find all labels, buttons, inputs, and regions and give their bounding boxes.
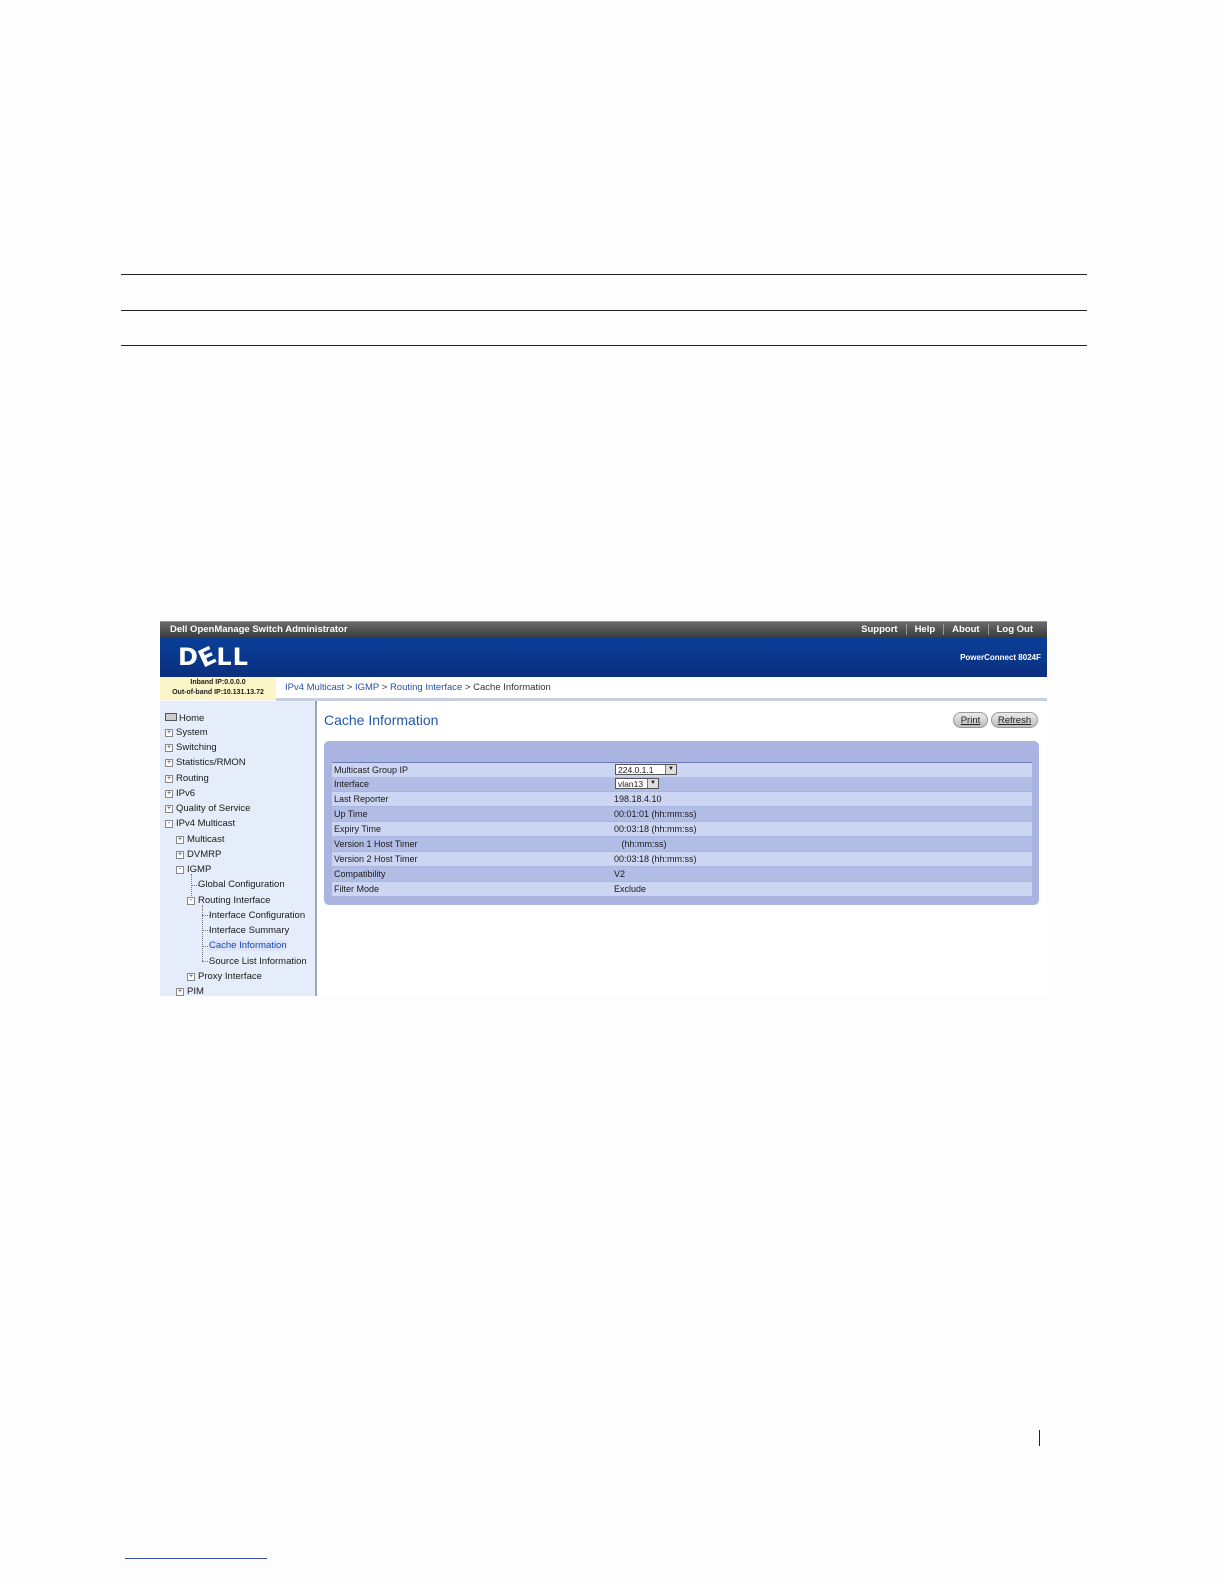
nav-label: IPv4 Multicast: [176, 818, 236, 829]
page-number-divider: [1039, 1430, 1040, 1446]
support-link[interactable]: Support: [861, 624, 898, 635]
page-rule-top: [121, 274, 1087, 275]
table-row-filter-mode: [332, 882, 1032, 896]
breadcrumb-separator: >: [464, 682, 471, 693]
nav-label: Multicast: [187, 834, 225, 845]
breadcrumb-routing-interface[interactable]: Routing Interface: [389, 682, 463, 693]
row-value: (hh:mm:ss): [614, 839, 667, 849]
row-value: 198.18.4.10: [614, 794, 662, 804]
row-label: Last Reporter: [334, 794, 389, 804]
nav-label: Routing: [176, 773, 209, 784]
logout-link[interactable]: Log Out: [988, 624, 1041, 635]
collapse-icon[interactable]: -: [187, 897, 195, 905]
nav-item-routing[interactable]: [165, 773, 209, 784]
expand-icon[interactable]: +: [177, 836, 183, 843]
row-value: Exclude: [614, 884, 647, 894]
home-icon: [165, 713, 177, 721]
dell-logo: DELL: [178, 640, 249, 674]
table-row-expiry-time: [332, 822, 1032, 836]
table-row-up-time: [332, 807, 1032, 821]
app-title: Dell OpenManage Switch Administrator: [170, 624, 348, 635]
footer-link-underline: [125, 1558, 267, 1559]
screenshot-window: [160, 621, 1047, 996]
title-bar: [160, 622, 1047, 637]
nav-label: DVMRP: [187, 849, 222, 860]
nav-item-cache-information[interactable]: Cache Information: [209, 940, 287, 951]
table-row-multicast-group-ip: [332, 762, 1032, 777]
nav-item-source-list-information[interactable]: Source List Information: [209, 956, 307, 967]
nav-item-ipv4-multicast[interactable]: [165, 818, 235, 829]
product-name: PowerConnect 8024F: [960, 653, 1041, 662]
expand-icon[interactable]: +: [166, 805, 172, 812]
nav-label: Statistics/RMON: [176, 757, 246, 768]
table-row-interface: [332, 777, 1032, 791]
page-title: Cache Information: [324, 712, 439, 728]
help-link[interactable]: Help: [906, 624, 944, 635]
breadcrumb-current: Cache Information: [473, 682, 551, 693]
dropdown-arrow-icon: ▼: [647, 779, 658, 788]
page-rule-middle: [121, 310, 1087, 311]
row-label: Version 1 Host Timer: [334, 839, 418, 849]
cache-info-panel: [324, 741, 1039, 905]
breadcrumb-separator: >: [381, 682, 388, 693]
breadcrumb-separator: >: [346, 682, 353, 693]
row-value: 00:03:18 (hh:mm:ss): [614, 854, 697, 864]
nav-item-pim[interactable]: [176, 986, 204, 996]
nav-item-home[interactable]: [165, 713, 204, 724]
breadcrumb-igmp[interactable]: IGMP: [354, 682, 380, 693]
expand-icon[interactable]: +: [188, 973, 194, 980]
nav-label: Switching: [176, 742, 217, 753]
nav-label: Home: [179, 713, 205, 724]
row-label: Compatibility: [334, 869, 386, 879]
nav-label: IGMP: [187, 864, 212, 875]
collapse-icon[interactable]: -: [165, 820, 173, 828]
page-rule-bottom: [121, 345, 1087, 346]
nav-item-dvmrp[interactable]: [176, 849, 221, 860]
nav-label: Proxy Interface: [198, 971, 262, 982]
nav-item-ipv6[interactable]: [165, 788, 195, 799]
breadcrumb: [285, 682, 551, 693]
row-label: Interface: [334, 779, 370, 789]
nav-label: PIM: [187, 986, 204, 996]
sidebar-nav: [160, 701, 317, 996]
tree-line: [202, 905, 203, 961]
expand-icon[interactable]: +: [166, 744, 172, 751]
header-banner: [160, 637, 1047, 677]
row-label: Expiry Time: [334, 824, 382, 834]
table-row-v1-host-timer: [332, 837, 1032, 851]
select-value: 224.0.1.1: [618, 765, 654, 775]
ip-info-box: [160, 677, 276, 700]
multicast-group-ip-select[interactable]: [615, 764, 677, 775]
nav-item-switching[interactable]: [165, 742, 217, 753]
dropdown-arrow-icon: ▼: [665, 765, 676, 774]
expand-icon[interactable]: +: [177, 851, 183, 858]
nav-label: Quality of Service: [176, 803, 251, 814]
main-content: [317, 701, 1047, 996]
row-label: Multicast Group IP: [334, 765, 409, 775]
top-links: [853, 624, 1041, 635]
expand-icon[interactable]: +: [166, 775, 172, 782]
nav-item-proxy-interface[interactable]: [187, 971, 262, 982]
select-value: vlan13: [618, 779, 644, 789]
row-value: 00:03:18 (hh:mm:ss): [614, 824, 697, 834]
nav-item-global-configuration[interactable]: Global Configuration: [198, 879, 285, 890]
expand-icon[interactable]: +: [177, 988, 183, 995]
inband-ip: Inband IP:0.0.0.0: [190, 679, 246, 686]
print-button[interactable]: Print: [953, 712, 988, 728]
expand-icon[interactable]: +: [166, 759, 172, 766]
nav-item-qos[interactable]: [165, 803, 250, 814]
refresh-button[interactable]: Refresh: [991, 712, 1038, 728]
collapse-icon[interactable]: -: [176, 866, 184, 874]
nav-label: IPv6: [176, 788, 196, 799]
breadcrumb-ipv4-multicast[interactable]: IPv4 Multicast: [285, 682, 345, 693]
outofband-ip: Out-of-band IP:10.131.13.72: [172, 689, 264, 696]
interface-select[interactable]: [615, 778, 659, 789]
row-value: 00:01:01 (hh:mm:ss): [614, 809, 697, 819]
nav-item-routing-interface[interactable]: [187, 895, 270, 906]
expand-icon[interactable]: +: [166, 729, 172, 736]
table-row-compatibility: [332, 867, 1032, 881]
nav-item-interface-configuration[interactable]: Interface Configuration: [209, 910, 306, 921]
row-label: Version 2 Host Timer: [334, 854, 418, 864]
nav-item-multicast[interactable]: [176, 834, 224, 845]
nav-item-system[interactable]: [165, 727, 208, 738]
nav-item-igmp[interactable]: [176, 864, 211, 875]
nav-item-interface-summary[interactable]: Interface Summary: [209, 925, 290, 936]
row-label: Filter Mode: [334, 884, 380, 894]
row-label: Up Time: [334, 809, 368, 819]
nav-label: Routing Interface: [198, 895, 271, 906]
expand-icon[interactable]: +: [166, 790, 172, 797]
table-row-last-reporter: [332, 792, 1032, 806]
table-row-v2-host-timer: [332, 852, 1032, 866]
row-value: V2: [614, 869, 626, 879]
about-link[interactable]: About: [943, 624, 987, 635]
nav-label: System: [176, 727, 208, 738]
nav-item-statistics[interactable]: [165, 757, 246, 768]
